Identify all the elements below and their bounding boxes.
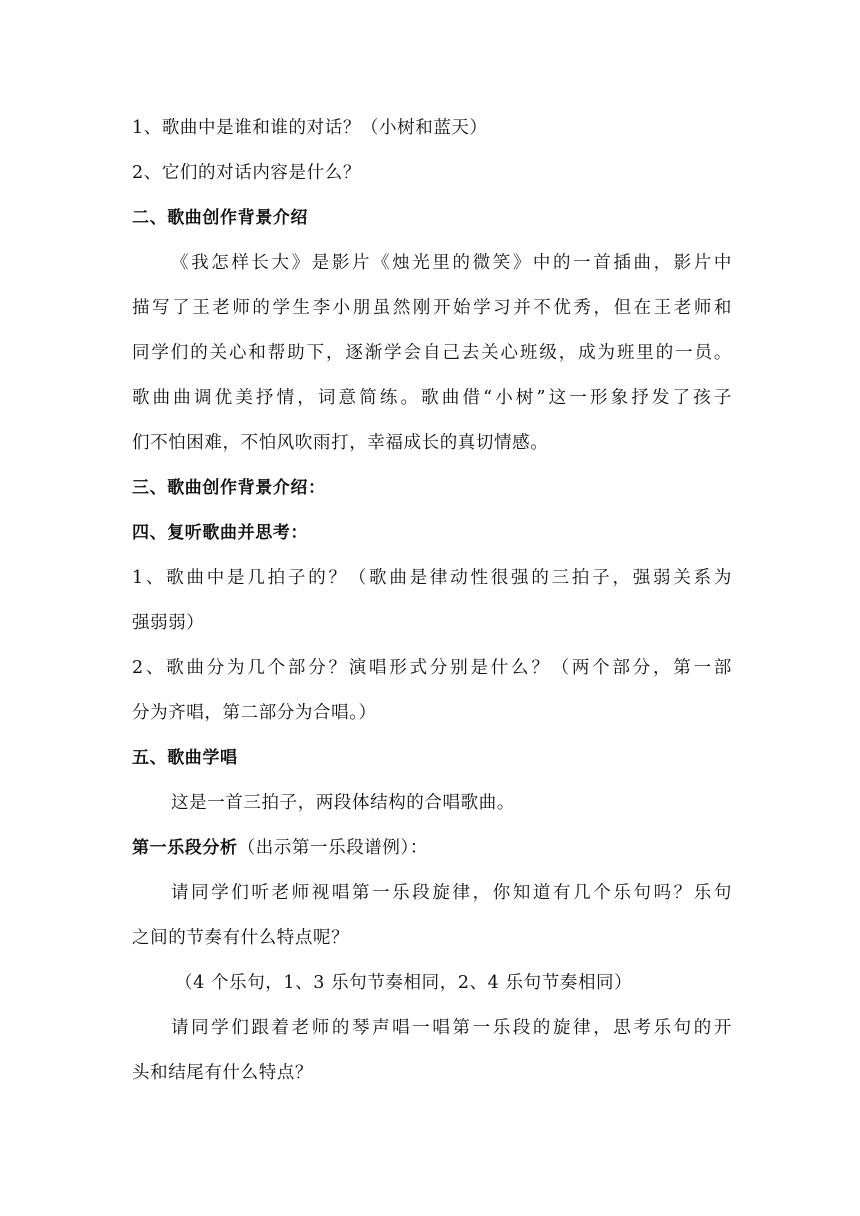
question-3-line-2: 强弱弱） (132, 613, 205, 633)
heading-3: 三、歌曲创作背景介绍： (132, 478, 326, 498)
question-1: 1、歌曲中是谁和谁的对话？（小树和蓝天） (132, 118, 488, 138)
section-1-heading (132, 836, 732, 860)
heading-5: 五、歌曲学唱 (132, 748, 238, 768)
section-1-note: （出示第一乐段谱例）： (237, 838, 428, 858)
paragraph-1-line-4: 歌曲曲调优美抒情，词意简练。歌曲借“小树”这一形象抒发了孩子 (132, 388, 732, 408)
paragraph-4: （4 个乐句，1、3 乐句节奏相同，2、4 乐句节奏相同） (175, 973, 633, 993)
question-4-line-1: 2、歌曲分为几个部分？演唱形式分别是什么？（两个部分，第一部 (132, 658, 732, 678)
section-1-title: 第一乐段分析 (132, 838, 238, 858)
paragraph-1-line-2: 描写了王老师的学生李小朋虽然刚开始学习并不优秀，但在王老师和 (132, 298, 732, 318)
heading-4: 四、复听歌曲并思考： (132, 523, 308, 543)
paragraph-2: 这是一首三拍子，两段体结构的合唱歌曲。 (171, 793, 515, 813)
paragraph-3-line-1: 请同学们听老师视唱第一乐段旋律，你知道有几个乐句吗？乐句 (171, 883, 732, 903)
paragraph-1-line-3: 同学们的关心和帮助下，逐渐学会自己去关心班级，成为班里的一员。 (132, 343, 732, 363)
paragraph-1-line-5: 们不怕困难，不怕风吹雨打，幸福成长的真切情感。 (132, 433, 549, 453)
heading-2: 二、歌曲创作背景介绍 (132, 208, 308, 228)
paragraph-5-line-1: 请同学们跟着老师的琴声唱一唱第一乐段的旋律，思考乐句的开 (171, 1018, 732, 1038)
paragraph-5-line-2: 头和结尾有什么特点？ (132, 1063, 313, 1083)
paragraph-3-line-2: 之间的节奏有什么特点呢？ (132, 928, 350, 948)
paragraph-1-line-1: 《我怎样长大》是影片《烛光里的微笑》中的一首插曲，影片中 (171, 253, 732, 273)
question-3-line-1: 1、歌曲中是几拍子的？（歌曲是律动性很强的三拍子，强弱关系为 (132, 568, 732, 588)
question-2: 2、它们的对话内容是什么？ (132, 163, 361, 183)
question-4-line-2: 分为齐唱，第二部分为合唱。） (132, 703, 377, 723)
